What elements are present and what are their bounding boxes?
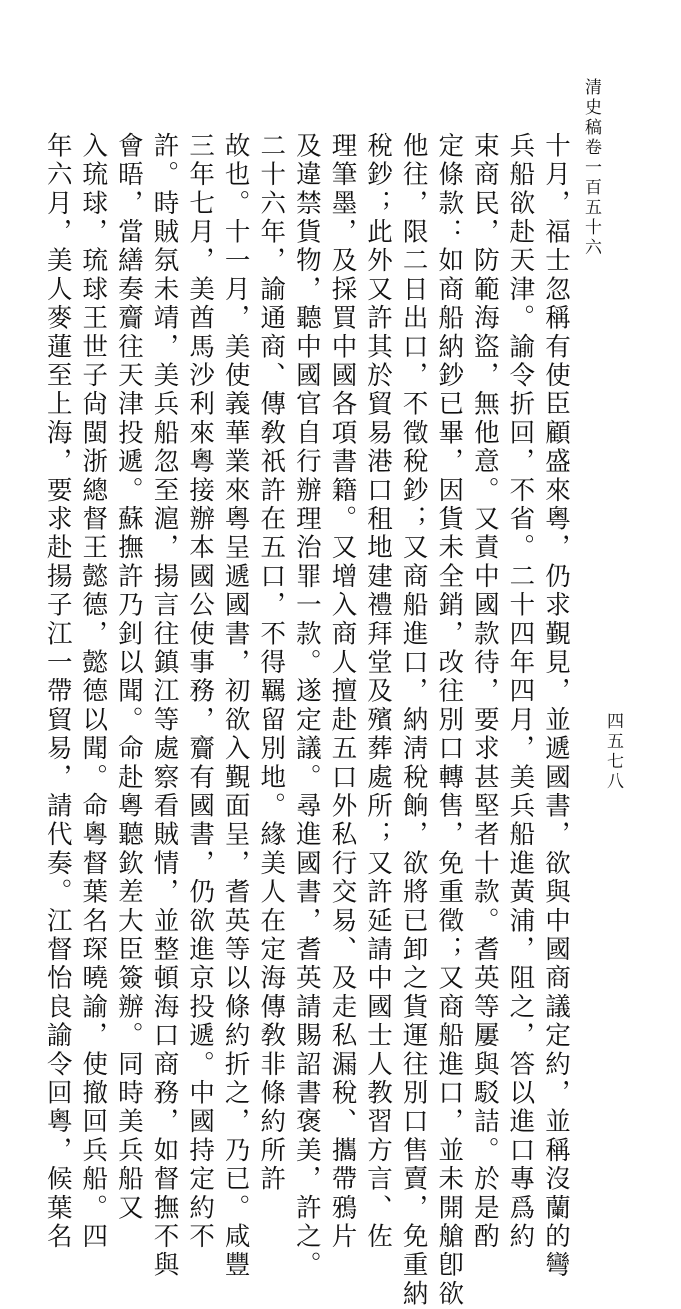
text-column-5: 他往，限二日出口，不徵稅鈔；又商船進口，納淸稅餉，欲將已卸之貨運往別口售賣，免重納 <box>398 132 429 1309</box>
body-text <box>42 132 573 1309</box>
text-column-8: 及違禁貨物，聽中國官自行辦理治罪一款。遂定議。尋進國書，耆英請賜詔書褒美，許之。 <box>291 132 322 1280</box>
text-column-3: 束商民，防範海盜，無他意。又責中國款待，要求甚堅者十款。耆英等屢與駁詰。於是酌 <box>469 132 500 1252</box>
text-column-11: 三年七月，美酋馬沙利來粵接辦本國公使事務，齎有國書，仍欲進京投遞。中國持定約不 <box>185 132 216 1252</box>
text-column-2: 兵船欲赴天津。諭令折回，不省。二十四年四月，美兵船進黃浦，阻之，答以進口專爲約 <box>505 132 536 1252</box>
text-column-14: 入琉球，琉球王世子尙閩浙總督王懿德，懿德以聞。命粵督葉名琛曉諭，使撤回兵船。四 <box>78 132 109 1252</box>
text-column-6: 稅鈔；此外又許其於貿易港口租地建禮拜堂及殯葬處所；又許延請中國士人教習方言、佐 <box>363 132 394 1252</box>
text-column-4: 定條款：如商船納鈔已畢，因貨未全銷，改往別口轉售，免重徵；又商船進口，並未開艙卽欲 <box>434 132 465 1309</box>
text-column-9: 二十六年，諭通商、傳敎祇許在五口，不得羈留別地。緣美人在定海傳敎非條約所許 <box>256 132 287 1194</box>
page-number: 四五七八 <box>603 712 623 792</box>
text-column-13: 會晤，當繕奏齎往天津投遞。蘇撫許乃釗以聞。命赴粵聽欽差大臣簽辦。同時美兵船又 <box>113 132 144 1223</box>
running-title: 清史稿卷一百五十六 <box>581 78 601 258</box>
text-column-10: 故也。十一月，美使義華業來粵呈遞國書，初欲入覲面呈，耆英等以條約折之，乃已。咸豐 <box>220 132 251 1280</box>
text-column-1: 十月，福士忽稱有使臣顧盛來粵，仍求覲見，並遞國書，欲與中國商議定約，並稱沒蘭的彎 <box>541 132 571 1280</box>
text-column-7: 理筆墨，及採買中國各項書籍。又增入商人擅赴五口外私行交易、及走私漏稅、攜帶鴉片 <box>327 132 358 1252</box>
text-column-15: 年六月，美人麥蓮至上海，要求赴揚子江一帶貿易，請代奏。江督怡良諭令回粵，候葉名 <box>42 132 73 1252</box>
text-column-12: 許。時賊氛未靖，美兵船忽至滬，揚言往鎮江等處察看賊情，並整頓海口商務，如督撫不與 <box>149 132 180 1280</box>
